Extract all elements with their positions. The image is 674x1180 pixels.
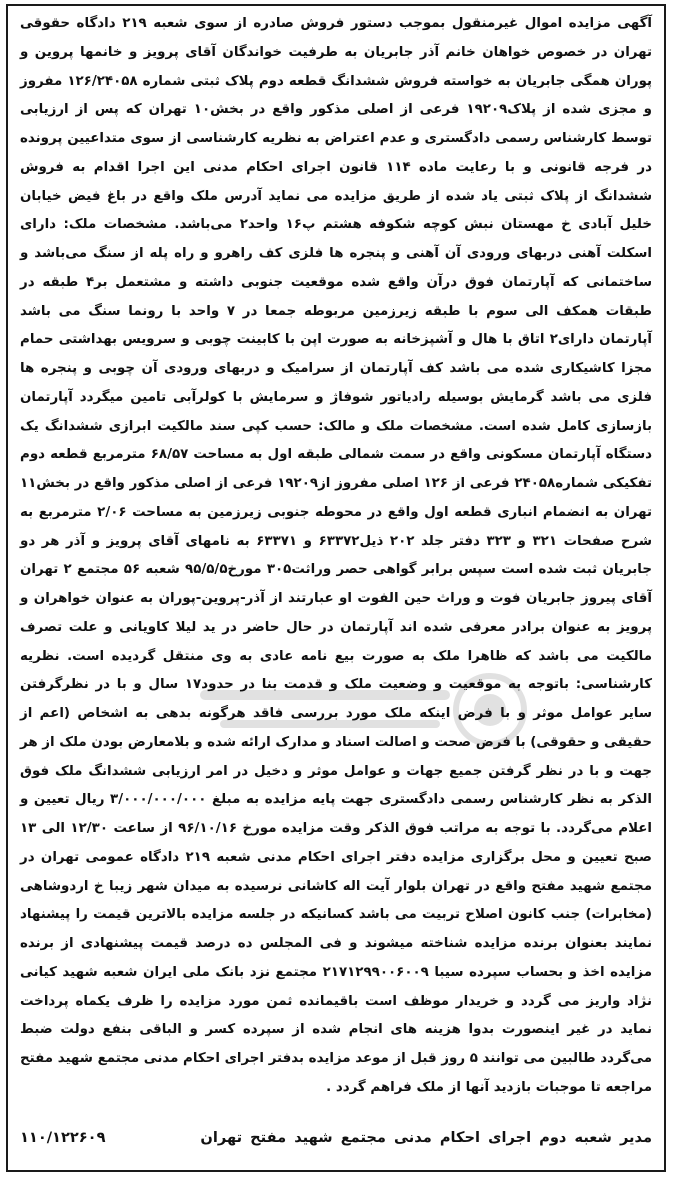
notice-signature: مدیر شعبه دوم اجرای احکام مدنی مجتمع شهید مفتح تهران bbox=[200, 1128, 652, 1146]
notice-body bbox=[20, 10, 652, 1103]
notice-code: ۱۱۰/۱۲۲۶۰۹ bbox=[20, 1128, 106, 1146]
notice-text: آگهی مزایده اموال غیرمنقول بموجب دستور فروش صادره از سوی شعبه ۲۱۹ دادگاه حقوقی تهران در خصوص خواهان خانم آذر جابریان به طرفیت خواندگان آقای پرویز و خانمها پروین و پوران همگی جابریان به خواسته فروش ششدانگ قطعه دوم پلاک ثبتی شماره ۱۲۶/۲۴۰۵۸ مفروز و مجزی شده از پلاک۱۹۲۰۹ فرعی از اصلی مذکور واقع در بخش۱۰ تهران که پس از ارزیابی توسط کارشناس رسمی دادگستری و عدم اعتراض به نظریه کارشناسی از سوی متداعیین پرونده در فرجه قانونی و با رعایت ماده ۱۱۴ قانون اجرای احکام مدنی این اجرا اقدام به فروش ششدانگ از پلاک ثبتی یاد شده از طریق مزایده می نماید آدرس ملک واقع در باغ فیض خیابان خلیل آبادی خ مهستان نبش کوچه شکوفه هشتم پ۱۶ واحد۲ می‌باشد. مشخصات ملک: دارای اسکلت آهنی دربهای ورودی آن آهنی و پنجره ها فلزی کف راهرو و راه پله از سنگ می‌باشد و ساختمانی که آپارتمان فوق درآن واقع شده موقعیت جنوبی داشته و مشتعمل بر۴ طبقه در طبقات همکف الی سوم با طبقه زیرزمین مربوطه جمعا در ۷ واحد با رونما سنگ می باشد آپارتمان دارای۲ اتاق با هال و آشپزخانه به صورت اپن با کابینت چوبی و سرویس بهداشتی حمام مجزا کاشیکاری شده می باشد کف آپارتمان از سرامیک و دربهای ورودی آن چوبی و پنجره ها فلزی می باشد گرمایش بوسیله رادیاتور شوفاژ و سرمایش با کولرآبی تامین میگردد آپارتمان بازسازی کامل شده است. مشخصات ملک و مالک: حسب کپی سند مالکیت ابرازی ششدانگ یک دستگاه آپارتمان مسکونی واقع در سمت شمالی طبقه اول به مساحت ۶۸/۵۷ مترمربع قطعه دوم تفکیکی شماره۲۴۰۵۸ فرعی از ۱۲۶ اصلی مفروز از۱۹۲۰۹ فرعی از اصلی مذکور واقع در بخش۱۱ تهران به انضمام انباری قطعه اول واقع در محوطه جنوبی زیرزمین به مساحت ۲/۰۶ مترمربع به شرح صفحات ۳۲۱ و ۳۲۳ دفتر جلد ۲۰۲ ذیل۶۳۳۷۲ و ۶۳۳۷۱ به نامهای آقای پرویز و آذر هر دو جابریان ثبت شده است سپس برابر گواهی حصر وراثت۳۰۵ مورخ۹۵/۵/۵ شعبه ۵۶ مجتمع ۲ تهران آقای پیروز جابریان فوت و وراث حین الفوت او عبارتند از آذر-پروین-پوران به عنوان خواهران و پرویز به عنوان برادر معرفی شده اند آپارتمان در حال حاضر در ید لیلا کاویانی و علت تصرف مالکیت می باشد که ظاهرا ملک به صورت بیع نامه عادی به وی منتقل گردیده است. نظریه کارشناسی: باتوجه به موقعیت و وضعیت ملک و قدمت بنا در حدود۱۷ سال و با در نظرگرفتن سایر عوامل موثر و با فرض اینکه ملک مورد بررسی فاقد هرگونه بدهی به اشخاص (اعم از حقیقی و حقوقی) با فرض صحت و اصالت اسناد و مدارک ارائه شده و بلامعارض بودن ملک از هر جهت و با در نظر گرفتن جمیع جهات و عوامل موثر و دخیل در امر ارزیابی ششدانگ ملک فوق الذکر به نظر کارشناس رسمی دادگستری جهت پایه مزایده به مبلغ ۳/۰۰۰/۰۰۰/۰۰۰ ریال تعیین و اعلام می‌گردد. با توجه به مراتب فوق الذکر وقت مزایده مورخ ۹۶/۱۰/۱۶ از ساعت ۱۲/۳۰ الی ۱۳ صبح تعیین و محل برگزاری مزایده دفتر اجرای احکام مدنی شعبه ۲۱۹ دادگاه عمومی تهران در مجتمع شهید مفتح واقع در تهران بلوار آیت اله کاشانی نرسیده به میدان شهر زیبا خ اردوشاهی (مخابرات) جنب کانون اصلاح تربیت می باشد کسانیکه در جلسه مزایده بالاترین قیمت را پیشنهاد نمایند بعنوان برنده مزایده شناخته میشوند و فی المجلس ده درصد قیمت پیشنهادی از برنده مزایده اخذ و بحساب سپرده سیبا ۲۱۷۱۲۹۹۰۰۶۰۰۹ مجتمع نزد بانک ملی ایران شعبه شهید کیانی نژاد واریز می گردد و خریدار موظف است باقیمانده ثمن مورد مزایده را ظرف یکماه پرداخت نماید در غیر اینصورت بدوا هزینه های انجام شده از سپرده کسر و الباقی بنفع دولت ضبط می‌گردد طالبین می توانند ۵ روز قبل از موعد مزایده بدفتر اجرای احکام مدنی مجتمع شهید مفتح مراجعه تا موجبات بازدید آنها از ملک فراهم گردد . bbox=[20, 16, 653, 1095]
notice-footer bbox=[20, 1120, 652, 1154]
